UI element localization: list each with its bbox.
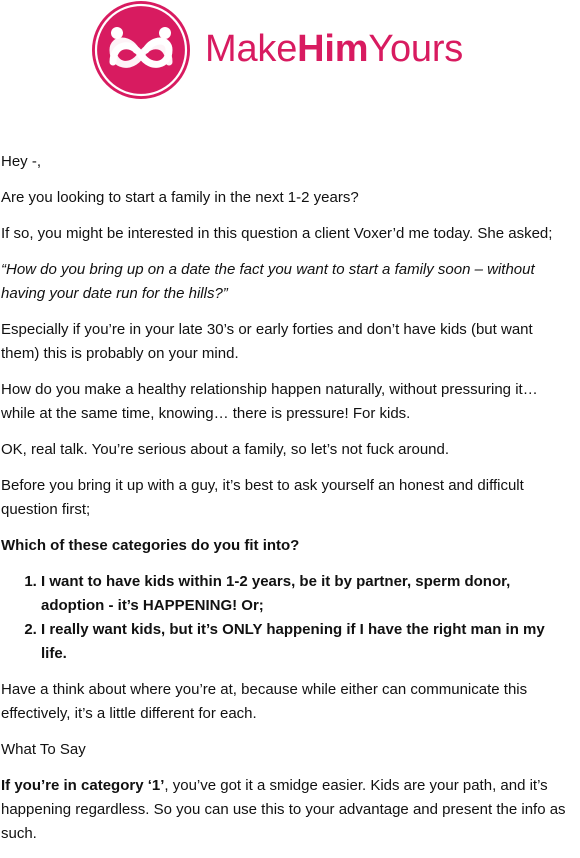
brand-wordmark [205,24,463,74]
brand-name-part3: Yours [368,28,464,70]
categories-list [1,570,573,666]
paragraph-real-talk: OK, real talk. You’re serious about a family, so let’s not fuck around. [1,441,450,458]
paragraph-have-a-think: Have a think about where you’re at, because while either can communicate this effectively, it’s a little different for each. [1,681,528,722]
email-header [0,0,580,108]
section-title-what-to-say: What To Say [1,741,86,758]
paragraph-healthy-relationship: How do you make a healthy relationship happen naturally, without pressuring it… while at the same time, knowing… there is pressure! For kids. [1,381,538,422]
brand-name-part2: Him [297,28,369,70]
greeting: Hey -, [1,153,42,170]
paragraph-intro-question: Are you looking to start a family in the next 1-2 years? [1,189,359,206]
make-him-yours-logo-icon [91,0,191,100]
list-item: 1. I want to have kids within 1-2 years, be it by partner, sperm donor, adoption - it’s HAPPENING! Or; [41,570,573,618]
client-quote: “How do you bring up on a date the fact you want to start a family soon – without having your date run for the hills?” [1,261,535,302]
categories-question: Which of these categories do you fit into? [1,537,300,554]
paragraph-category-one [1,774,573,846]
paragraph-client-question: If so, you might be interested in this question a client Voxer’d me today. She asked; [1,225,553,242]
list-item: 2. I really want kids, but it’s ONLY happening if I have the right man in my life. [41,618,573,666]
paragraph-ask-yourself: Before you bring it up with a guy, it’s best to ask yourself an honest and difficult question first; [1,477,524,518]
paragraph-late-thirties: Especially if you’re in your late 30’s or early forties and don’t have kids (but want them) this is probably on your mind. [1,321,533,362]
category-one-lead: If you’re in category ‘1’ [1,777,165,794]
category-one-text: , you’ve got it a smidge easier. Kids are your path, and it’s happening regardless. So you can use this to your advantage and present the info as such. [1,777,566,842]
brand-name-part1: Make [205,28,298,70]
email-body [1,150,573,858]
